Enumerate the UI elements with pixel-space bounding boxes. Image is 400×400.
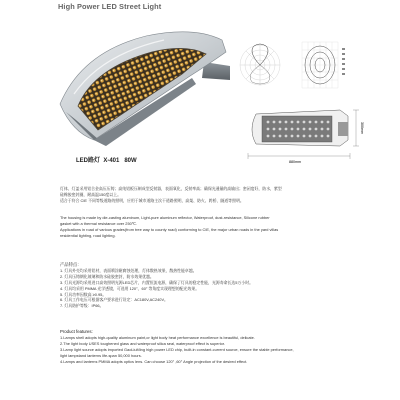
feature-item: 6. 灯具工作电压可根据客户要求进行设定：AC180V,AC240V。 [60,297,168,303]
text-line: gasket with a thermal resistance over 250℃. [60,220,138,226]
feature-item: 1.Lamps shell adopts high-quality aluminum paint,or light body heat performance excellence is beautiful, delicate. [60,334,255,340]
section-title: Product features: [60,329,93,334]
text-line: 硅橡胶密封圈，耐高温150度以上。 [60,191,121,197]
features-chinese [60,262,372,309]
product-caption: LED路灯 X-401 80W [76,158,137,164]
street-light-photo [54,22,232,150]
text-line: residential lighting, road lighting. [60,232,116,238]
dimension-height-label: 300mm [360,122,364,134]
light-distribution-diagram [234,34,364,96]
feature-item: 3.Lamp light source adopts imported GaoLiuMing high power LED chip, built-in constant-current source, ensure the stable performance, [60,346,294,352]
dimension-drawing [238,100,366,172]
text-line: Applications in road of various grades(from tree way to county road) conforming to CIE, the major urban roads in the yard villas [60,226,279,232]
text-line: 适合于符合 CIE 不同等级道路的照明，应用于城市道路主次干道路照明，高架、防火、跨桥、隧道等照明。 [60,197,244,203]
feature-item: 3. 灯具光源均采用进口高效照明光源LED芯片，内置恒流电源，确保了灯具的稳定性能，光源寿命长达5万小时。 [60,279,254,285]
page-title: High Power LED Street Light [58,2,162,11]
dimension-width-label: 880mm [289,160,301,164]
feature-item: 2.The light body USES toughened glass and waterproof silica seal, waterproof effect is superior. [60,340,225,346]
intro-english [60,215,372,239]
text-line: 灯体、灯盖采用铝合金高压压铸；高纯铝板压制成型反射器，表面氧化，反射率高；确保光通量的高输出；密闭度好，防水，紫型 [60,186,282,191]
feature-item: 1. 灯具外壳均采用铝材，表面喷涂耐腐蚀处理，灯体散热效果，散热性能卓越。 [60,267,197,273]
feature-item: 4. 灯具均采用 PMMA 光学透镜，可选用 120°、60° 等角度实现理想的配光效果。 [60,285,200,291]
feature-item: 4.Lamps and lanterns PMMA adopts optics lens. Can choose 120° ,60° Angle projection of the desired effect. [60,358,248,364]
features-english [60,329,372,364]
feature-item: 2. 灯具压铸钢化玻璃和防水硅胶密封，防水效果优越。 [60,273,154,279]
feature-item: light lampstand lanterns life-span 50,000 hours. [60,352,142,358]
section-title: 产品特点： [60,262,82,267]
feature-item: 5. 灯具功率因数高 ≥0.95。 [60,291,107,297]
feature-item: 7. 灯具防护等级：IP66。 [60,303,104,309]
text-line: The housing is made by die-casting aluminum, Light-pure aluminum reflector, Waterproof, dust-resistance, Silicone rubber [60,215,270,220]
intro-chinese [60,186,372,204]
